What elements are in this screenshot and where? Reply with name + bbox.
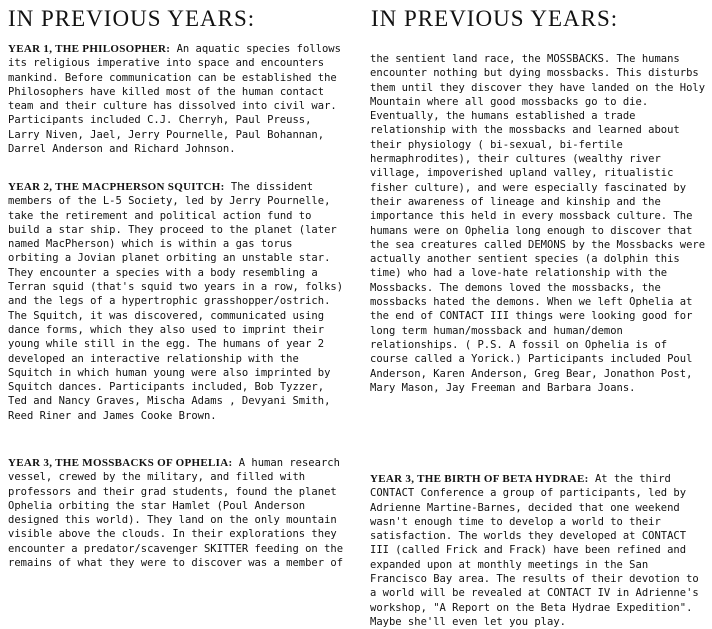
year3b-body: At the third CONTACT Conference a group of participants, led by Adrienne Martine-Barnes, decided that one weekend wasn't enough time to develop a world to their satisfaction. The worlds they developed at CONTACT III (called Frick and Frack) have been refined and expanded upon at monthly meetings in the San Francisco Bay area. The results of their devotion to a world will be revealed at CONTACT IV in Adrienne's workshop, "A Report on the Beta Hydrae Expedition". Maybe she'll even let you play. <box>370 473 699 628</box>
left-heading: IN PREVIOUS YEARS: <box>8 6 256 31</box>
year3-paragraph <box>8 456 348 570</box>
year1-paragraph <box>8 42 348 156</box>
year3-body: A human research vessel, crewed by the military, and filled with professors and their grad students, found the planet Ophelia orbiting the star Hamlet (Poul Anderson designed this world). They land on the only mountain visible above the clouds. In their explorations they encounter a predator/scavenger SKITTER feeding on the remains of what they were to discover was a member of <box>8 457 344 570</box>
year3-lead: YEAR 3, THE MOSSBACKS OF OPHELIA: <box>8 457 233 469</box>
year3b-paragraph <box>370 472 710 629</box>
year3b-lead: YEAR 3, THE BIRTH OF BETA HYDRAE: <box>370 473 589 485</box>
left-column <box>6 0 351 570</box>
year2-paragraph <box>8 180 348 423</box>
year1-body: An aquatic species follows its religious imperative into space and encounters mankind. Before communication can be established the Philosophers have killed most of the human contact team and their culture has dissolved into civil war. Participants included C.J. Cherryh, Paul Preuss, Larry Niven, Jael, Jerry Pournelle, Paul Bohannan, Darrel Anderson and Richard Johnson. <box>8 43 341 156</box>
right-column <box>367 0 712 628</box>
continuation-paragraph: the sentient land race, the MOSSBACKS. The humans encounter nothing but dying mossbacks. This disturbs them until they discover they have landed on the Holy Mountain where all good mossbacks go to die. Eventually, the humans established a trade relationship with the mossbacks and learned about their physiology ( bi-sexual, bi-fertile hermaphrodites), their cultures (wealthy river village, impoverished upland valley, ritualistic fisher culture), and were especially fascinated by their awareness of lineage and kinship and the importance this held in every mossback culture. The humans were on Ophelia long enough to discover that the sea creatures called DEMONS by the Mossbacks were actually another sentient species (a dolphin this time) who had a love-hate relationship with the Mossbacks. The demons loved the mossbacks, the mossbacks hated the demons. When we left Ophelia at the end of CONTACT III things were looking good for long term human/mossback and human/demon relationships. ( P.S. A fossil on Ophelia is of course called a Yorick.) Participants included Poul Anderson, Karen Anderson, Greg Bear, Jonathon Post, Mary Mason, Jay Freeman and Barbara Joans. <box>370 53 706 394</box>
right-heading: IN PREVIOUS YEARS: <box>371 6 619 31</box>
year2-lead: YEAR 2, THE MACPHERSON SQUITCH: <box>8 181 225 193</box>
year2-body: The dissident members of the L-5 Society, led by Jerry Pournelle, take the retirement and political action fund to build a star ship. They proceed to the planet (later named MacPherson) which is within a gas torus orbiting a Jovian planet orbiting an unstable star. They encounter a species with a body resembling a Terran squid (that's squid two years in a row, folks) and the legs of a hypertrophic grasshopper/ostrich. The Squitch, it was discovered, communicated using dance forms, which they also used to imprint their young while still in the egg. The humans of year 2 developed an interactive relationship with the Squitch in which human young were also imprinted by Squitch dances. Participants included, Bob Tyzzer, Ted and Nancy Graves, Mischa Adams , Devyani Smith, Reed Riner and James Cooke Brown. <box>8 181 344 422</box>
year1-lead: YEAR 1, THE PHILOSOPHER: <box>8 43 171 55</box>
